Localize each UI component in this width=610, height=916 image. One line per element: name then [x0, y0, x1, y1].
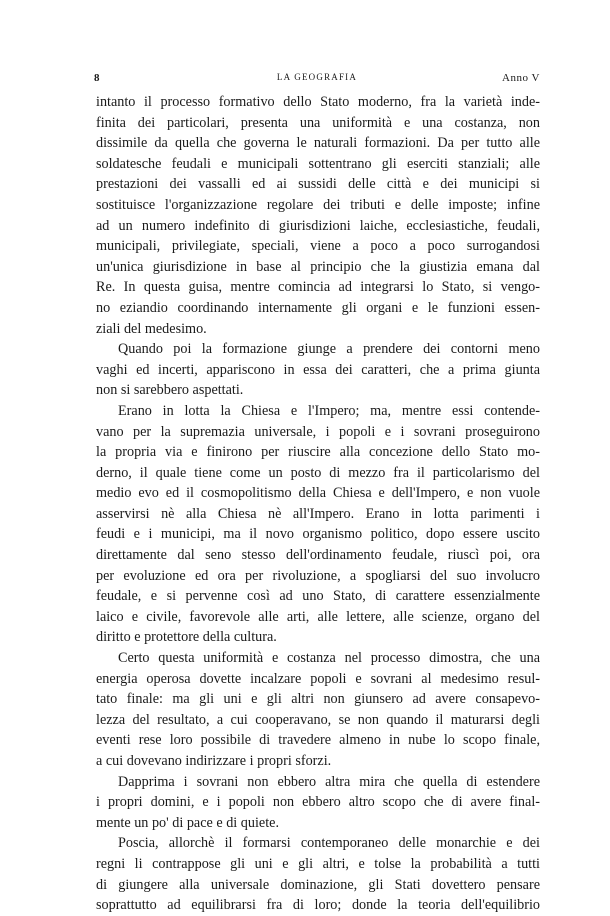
text-line: prestazioni dei vassalli ed ai sussidi delle città e dei municipi si: [96, 176, 540, 193]
page-number: 8: [94, 72, 100, 84]
text-line: a cui dovevano indirizzare i propri sforzi.: [96, 753, 332, 769]
text-line: soldatesche feudali e municipali sottentrano gli eserciti stanziali; alle: [96, 155, 540, 172]
text-line: Quando poi la formazione giunge a prendere dei contorni meno: [118, 341, 540, 358]
text-line: lezza del resultato, a cui cooperavano, se non quando il maturarsi degli: [96, 711, 540, 728]
text-line: la propria via e finirono per riuscire alla concezione dello Stato mo-: [96, 444, 540, 461]
text-line: Erano in lotta la Chiesa e l'Impero; ma, mentre essi contende-: [118, 402, 540, 419]
text-line: soprattutto ad equilibrarsi fra di loro; donde la teoria dell'equilibrio: [96, 897, 540, 914]
text-line: Certo questa uniformità e costanza nel processo dimostra, che una: [118, 650, 540, 667]
text-line: no eziandio coordinando internamente gli organi e le funzioni essen-: [96, 299, 540, 316]
text-line: direttamente dal seno stesso dell'ordinamento feudale, riuscì poi, ora: [96, 547, 540, 564]
text-line: vaghi ed incerti, appariscono in essa dei caratteri, che a prima giunta: [96, 361, 540, 378]
text-line: tato finale: ma gli uni e gli altri non giunsero ad avere consapevo-: [96, 691, 540, 708]
text-line: Re. In questa guisa, mentre comincia ad integrarsi lo Stato, si vengo-: [96, 279, 540, 296]
text-line: di giungere alla universale dominazione, gli Stati dovettero pensare: [96, 876, 540, 893]
text-line: eventi rese loro possibile di travedere almeno in nube lo scopo finale,: [96, 732, 540, 749]
text-line: ad un numero indefinito di giurisdizioni laiche, ecclesiastiche, feudali,: [96, 217, 540, 234]
text-line: un'unica giurisdizione in base al principio che la giustizia emana dal: [96, 258, 540, 275]
text-line: finita dei particolari, presenta una uniformità e una costanza, non: [96, 114, 540, 131]
text-line: mente un po' di pace e di quiete.: [96, 814, 279, 831]
text-line: Poscia, allorchè il formarsi contemporaneo delle monarchie e dei: [118, 835, 540, 852]
text-line: intanto il processo formativo dello Stato moderno, fra la varietà inde-: [96, 94, 540, 110]
text-line: feudale, e si pervenne così ad uno Stato, di carattere essenzialmente: [96, 588, 540, 605]
text-line: diritto e protettore della cultura.: [96, 629, 277, 646]
text-line: non si sarebbero aspettati.: [96, 382, 244, 399]
text-line: energia operosa dovette incalzare popoli e sovrani al medesimo resul-: [96, 670, 540, 687]
text-line: derno, il quale tiene come un posto di mezzo fra il particolarismo del: [96, 464, 540, 481]
text-line: vano per la supremazia universale, i popoli e i sovrani proseguirono: [96, 423, 540, 440]
text-line: asservirsi nè alla Chiesa nè all'Impero. Erano in lotta parimenti i: [96, 505, 540, 522]
text-line: medio evo ed il cosmopolitismo della Chiesa e dell'Impero, e non vuole: [96, 485, 540, 502]
text-line: Dapprima i sovrani non ebbero altra mira che quella di estendere: [118, 773, 540, 790]
text-line: dissimile da quella che governa le naturali formazioni. Da per tutto alle: [96, 135, 540, 152]
running-head: [94, 72, 540, 88]
text-line: ziali del medesimo.: [96, 320, 207, 337]
body-text: [96, 92, 540, 916]
text-line: i propri domini, e i popoli non ebbero altro scopo che di avere final-: [96, 794, 540, 811]
volume-label: Anno V: [502, 72, 540, 84]
text-line: laico e civile, favorevole alle arti, alle lettere, alle scienze, organo del: [96, 608, 540, 625]
text-line: regni li contrappose gli uni e gli altri, e tolse la probabilità a tutti: [96, 855, 540, 872]
text-line: feudi e i municipi, ma il novo organismo politico, dopo essere uscito: [96, 526, 540, 543]
journal-title: LA GEOGRAFIA: [276, 72, 358, 82]
text-line: municipali, privilegiate, speciali, viene a poco a poco surrogandosi: [96, 238, 540, 255]
text-line: per evoluzione ed ora per rivoluzione, a spogliarsi del suo involucro: [96, 567, 540, 584]
text-line: sostituisce l'organizzazione regolare dei tributi e delle imposte; infine: [96, 196, 540, 213]
